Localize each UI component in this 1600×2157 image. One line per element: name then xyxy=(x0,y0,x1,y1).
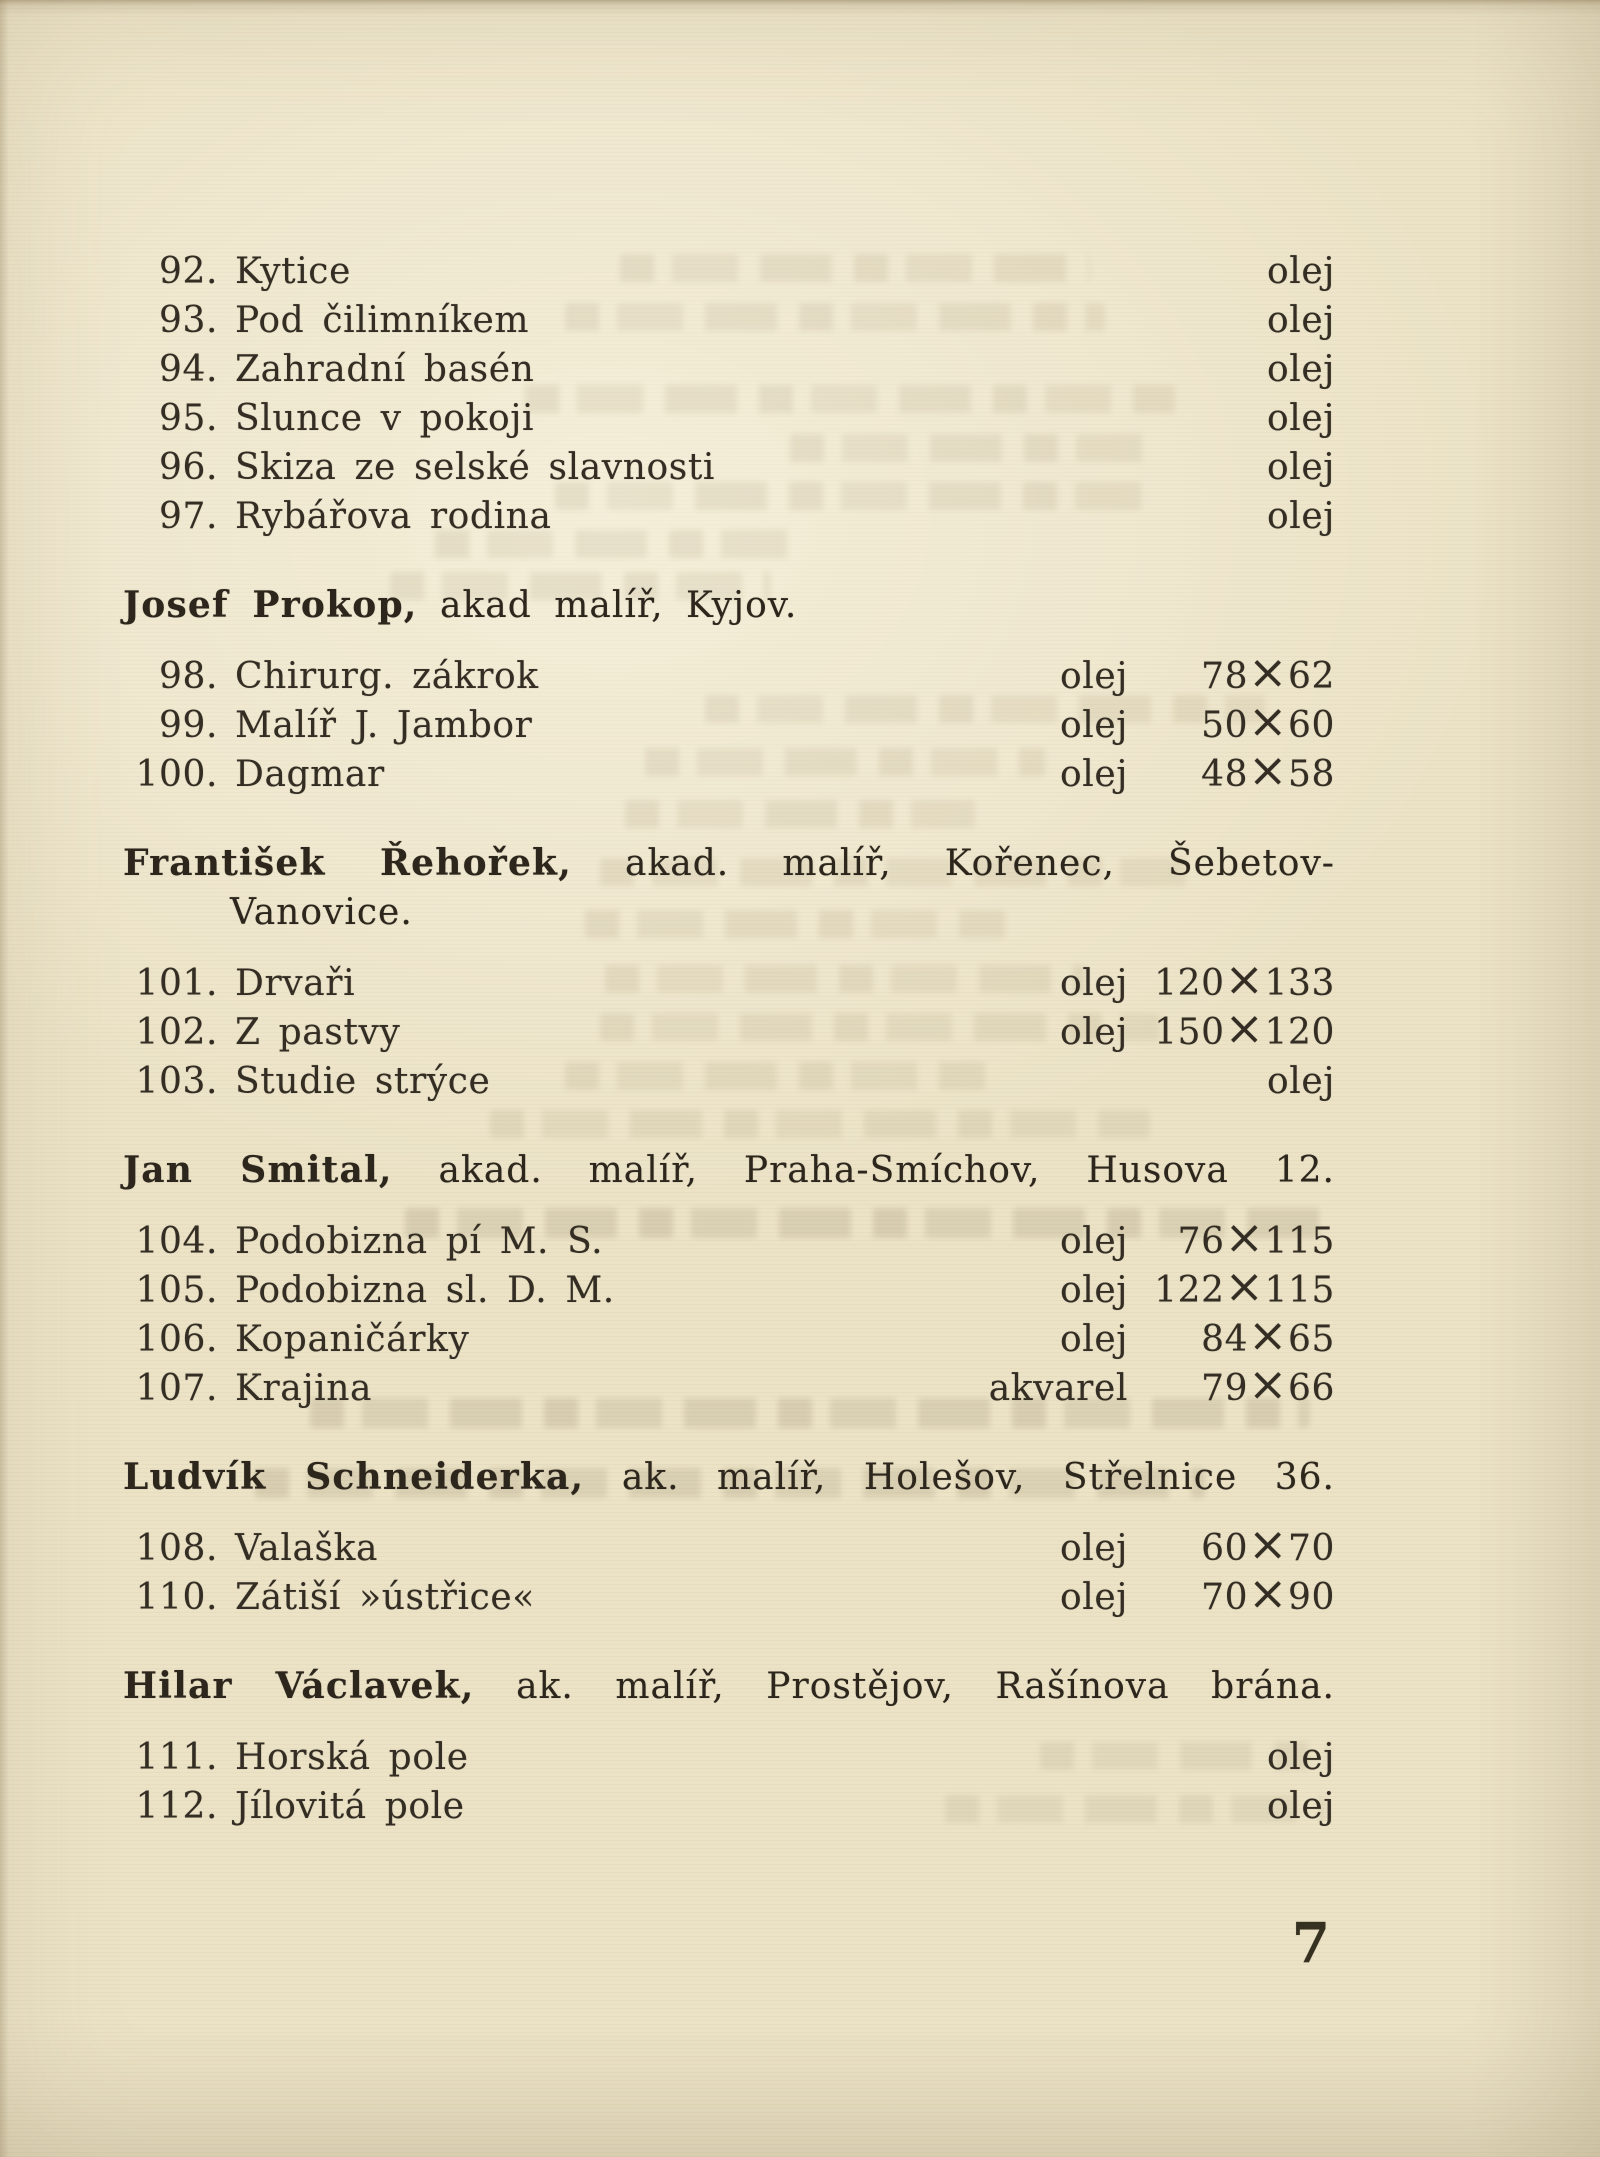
artist-heading xyxy=(123,839,1335,937)
item-title: Studie strýce xyxy=(235,1061,491,1102)
item-title: Chirurg. zákrok xyxy=(235,656,539,697)
item-dimensions: 70×90 xyxy=(1201,1567,1335,1621)
artist-heading xyxy=(123,581,1335,630)
catalog-row xyxy=(123,394,1335,443)
item-dimensions: 60×70 xyxy=(1201,1518,1335,1572)
item-medium: olej xyxy=(1266,496,1335,537)
artist-name: Hilar Václavek, xyxy=(123,1665,475,1707)
item-medium: olej xyxy=(1266,398,1335,439)
item-title: Horská pole xyxy=(235,1737,469,1778)
catalog-row xyxy=(123,1567,1335,1622)
artist-details: ak. malíř, Prostějov, Rašínova brána. xyxy=(516,1666,1335,1707)
item-title: Podobizna pí M. S. xyxy=(235,1221,604,1262)
catalog-row xyxy=(123,492,1335,541)
item-number: 100. xyxy=(135,754,218,795)
item-dimensions: 122×115 xyxy=(1154,1260,1335,1314)
catalog-row xyxy=(123,1733,1335,1782)
item-title: Kopaničárky xyxy=(235,1319,470,1360)
item-number: 110. xyxy=(135,1577,218,1618)
item-dimensions: 50×60 xyxy=(1201,695,1335,749)
catalog-row xyxy=(123,247,1335,296)
item-title: Slunce v pokoji xyxy=(235,398,535,439)
item-number: 108. xyxy=(135,1528,218,1569)
item-dimensions: 84×65 xyxy=(1201,1309,1335,1363)
item-title: Zátiší »ústřice« xyxy=(235,1577,535,1618)
item-medium: olej xyxy=(1266,447,1335,488)
item-title: Skiza ze selské slavnosti xyxy=(235,447,716,488)
item-medium: olej xyxy=(1266,1737,1335,1778)
item-medium: olej xyxy=(1059,1012,1128,1053)
item-number: 101. xyxy=(135,963,218,1004)
item-title: Drvaři xyxy=(235,963,356,1004)
item-title: Jílovitá pole xyxy=(235,1786,465,1827)
item-dimensions: 150×120 xyxy=(1154,1002,1335,1056)
item-medium: olej xyxy=(1059,1528,1128,1569)
catalog-row xyxy=(123,345,1335,394)
item-title: Malíř J. Jambor xyxy=(235,705,533,746)
item-dimensions: 120×133 xyxy=(1154,953,1335,1007)
item-medium: olej xyxy=(1266,349,1335,390)
artist-name: Jan Smital, xyxy=(123,1149,393,1191)
catalog-section-prokop xyxy=(123,581,1335,799)
item-number: 98. xyxy=(158,656,218,697)
item-title: Dagmar xyxy=(235,754,385,795)
artist-heading xyxy=(123,1662,1335,1711)
item-number: 111. xyxy=(135,1737,218,1778)
item-medium: olej xyxy=(1266,1061,1335,1102)
item-medium: olej xyxy=(1059,705,1128,746)
item-title: Z pastvy xyxy=(235,1012,401,1053)
artist-heading xyxy=(123,1453,1335,1502)
item-title: Podobizna sl. D. M. xyxy=(235,1270,615,1311)
item-number: 92. xyxy=(158,251,218,292)
artist-name: František Řehořek, xyxy=(123,842,572,884)
item-title: Rybářova rodina xyxy=(235,496,552,537)
item-title: Kytice xyxy=(235,251,351,292)
item-medium: olej xyxy=(1059,1221,1128,1262)
item-dimensions: 48×58 xyxy=(1201,744,1335,798)
catalog-row xyxy=(123,1782,1335,1831)
item-number: 112. xyxy=(135,1786,218,1827)
catalog-section-schneiderka xyxy=(123,1453,1335,1622)
item-number: 105. xyxy=(135,1270,218,1311)
artist-name: Josef Prokop, xyxy=(123,584,418,626)
catalog-row xyxy=(123,1260,1335,1315)
item-number: 104. xyxy=(135,1221,218,1262)
item-dimensions: 76×115 xyxy=(1177,1211,1335,1265)
item-dimensions: 78×62 xyxy=(1201,646,1335,700)
item-medium: olej xyxy=(1059,754,1128,795)
item-medium: olej xyxy=(1059,1270,1128,1311)
artist-heading-line1 xyxy=(123,839,1335,888)
item-medium: olej xyxy=(1266,1786,1335,1827)
catalog-row xyxy=(123,1211,1335,1266)
artist-name: Ludvík Schneiderka, xyxy=(123,1456,585,1498)
item-medium: akvarel xyxy=(988,1368,1128,1409)
item-medium: olej xyxy=(1059,656,1128,697)
catalog-section-rehorek xyxy=(123,839,1335,1106)
catalog-row xyxy=(123,1518,1335,1573)
catalog-row xyxy=(123,296,1335,345)
artist-heading xyxy=(123,1146,1335,1195)
artist-heading-line2: Vanovice. xyxy=(230,892,413,933)
item-title: Krajina xyxy=(235,1368,373,1409)
catalog-section-vaclavek xyxy=(123,1662,1335,1831)
item-number: 106. xyxy=(135,1319,218,1360)
artist-details: ak. malíř, Holešov, Střelnice 36. xyxy=(621,1457,1335,1498)
catalog-section-smital xyxy=(123,1146,1335,1413)
artist-details: akad. malíř, Praha-Smíchov, Husova 12. xyxy=(438,1150,1335,1191)
item-number: 102. xyxy=(135,1012,218,1053)
item-medium: olej xyxy=(1059,1577,1128,1618)
catalog-row xyxy=(123,695,1335,750)
item-medium: olej xyxy=(1266,251,1335,292)
item-title: Zahradní basén xyxy=(235,349,535,390)
item-number: 93. xyxy=(158,300,218,341)
catalog-row xyxy=(123,1057,1335,1106)
page-number: 7 xyxy=(1291,1910,1330,1975)
item-medium: olej xyxy=(1059,1319,1128,1360)
catalog-row xyxy=(123,443,1335,492)
item-number: 99. xyxy=(158,705,218,746)
catalog-row xyxy=(123,744,1335,799)
item-title: Valaška xyxy=(235,1528,379,1569)
catalog-row xyxy=(123,953,1335,1008)
item-number: 97. xyxy=(158,496,218,537)
item-number: 95. xyxy=(158,398,218,439)
artist-details: akad. malíř, Kořenec, Šebetov- xyxy=(625,843,1335,884)
catalog-section-continued xyxy=(123,247,1335,541)
catalog-row xyxy=(123,1309,1335,1364)
item-dimensions: 79×66 xyxy=(1201,1358,1335,1412)
artist-details: akad malíř, Kyjov. xyxy=(440,585,798,626)
item-number: 96. xyxy=(158,447,218,488)
item-medium: olej xyxy=(1266,300,1335,341)
item-number: 107. xyxy=(135,1368,218,1409)
item-number: 94. xyxy=(158,349,218,390)
item-medium: olej xyxy=(1059,963,1128,1004)
item-number: 103. xyxy=(135,1061,218,1102)
catalog-row xyxy=(123,1358,1335,1413)
catalog-row xyxy=(123,1002,1335,1057)
catalog-row xyxy=(123,646,1335,701)
item-title: Pod čilimníkem xyxy=(235,300,530,341)
